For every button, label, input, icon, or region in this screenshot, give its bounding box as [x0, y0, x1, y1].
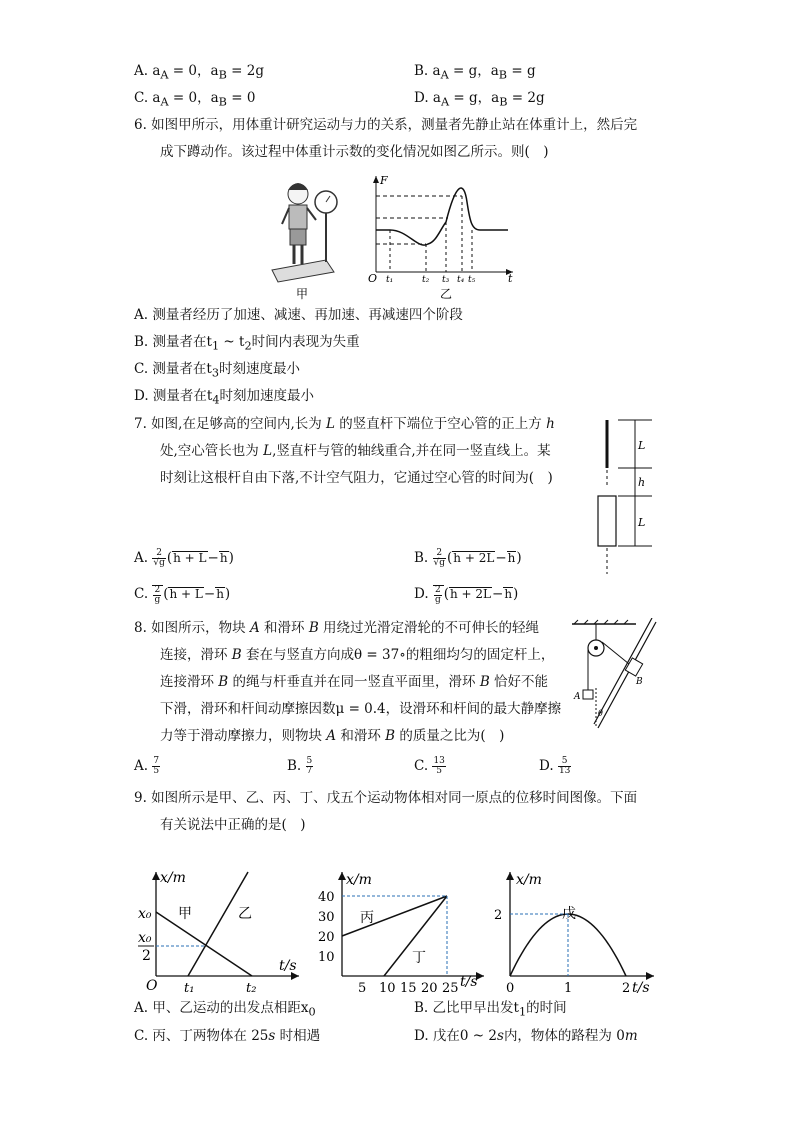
x-tick-15: 15 [400, 981, 417, 996]
q6-option-d[interactable]: D. 测量者在$t_4$时刻加速度最小 [134, 388, 315, 407]
q7-stem-line1: 7. 如图,在足够高的空间内,长为 L 的竖直杆下端位于空心管的正上方 h [134, 416, 555, 432]
q9-option-b[interactable]: B. 乙比甲早出发$t_1$的时间 [414, 1000, 567, 1019]
origin-label: O [368, 272, 378, 285]
tick-t5: t₅ [468, 275, 476, 285]
person-on-scale-illustration [272, 183, 337, 282]
q9-option-d[interactable]: D. 戊在0 ~ 2s内，物体的路程为 0m [414, 1028, 638, 1044]
q8-option-a[interactable]: A. $\frac{7}{5}$ [134, 756, 160, 776]
q9-option-a[interactable]: A. 甲、乙运动的出发点相距$x_0$ [134, 1000, 316, 1019]
tick-t3: t₃ [442, 275, 450, 285]
y-tick-40: 40 [318, 890, 335, 905]
series-yi-line [188, 872, 248, 976]
q7-figure [590, 416, 660, 576]
tick-x0-half [138, 930, 154, 964]
q7-option-c[interactable]: C. $\frac{2}{g}$ (h + L−h) [134, 585, 231, 605]
q7-stem-line2: 处,空心管长也为 L,竖直杆与管的轴线重合,并在同一竖直线上。某 [160, 443, 551, 459]
q7-option-a[interactable]: A. $\frac{2}{√g}$ (h + L−h) [134, 548, 234, 568]
q5-option-c[interactable]: C. $a_A = 0$，$a_B = 0$ [134, 90, 256, 109]
svg-text:x₀: x₀ [138, 930, 152, 946]
x-axis-label: t/s [279, 958, 297, 974]
q6-option-c[interactable]: C. 测量者在$t_3$时刻速度最小 [134, 361, 301, 380]
fig-ring-b-label: B [636, 677, 643, 687]
q5-option-b[interactable]: B. $a_A = g$，$a_B = g$ [414, 63, 536, 82]
tick-x0: x₀ [138, 906, 152, 922]
y-axis-label: x/m [160, 870, 186, 886]
t-axis-label: t [508, 272, 513, 285]
tick-t4: t₄ [457, 275, 465, 285]
tick-t2: t₂ [422, 275, 430, 285]
tick-t1: t₁ [386, 275, 394, 285]
chart-wu [490, 866, 660, 998]
x-axis-label: t/s [460, 974, 478, 990]
q9-stem-line2: 有关说法中正确的是( ) [160, 817, 306, 833]
fig-theta-label: θ [598, 709, 603, 718]
series-bing-label: 丙 [360, 910, 374, 926]
y-tick-2: 2 [494, 908, 503, 923]
origin-label: O [146, 978, 158, 994]
q7-option-b[interactable]: B. $\frac{2}{√g}$ (h + 2L−h) [414, 548, 522, 568]
q8-option-d[interactable]: D. $\frac{5}{13}$ [539, 756, 571, 776]
f-t-graph [368, 174, 513, 285]
y-axis-label: x/m [516, 872, 542, 888]
q9-option-c[interactable]: C. 丙、丁两物体在 25s 时相遇 [134, 1028, 321, 1044]
q7-stem-line3: 时刻让这根杆自由下落,不计空气阻力，它通过空心管的时间为( ) [160, 470, 553, 486]
q9-stem-line1: 9. 如图所示是甲、乙、丙、丁、戊五个运动物体相对同一原点的位移时间图像。下面 [134, 790, 638, 806]
q8-stem-line3: 连接滑环 B 的绳与杆垂直并在同一竖直平面里，滑环 B 恰好不能 [160, 674, 549, 690]
q8-option-b[interactable]: B. $\frac{5}{7}$ [287, 756, 313, 776]
q6-stem-line2: 成下蹲动作。该过程中体重计示数的变化情况如图乙所示。则( ) [160, 144, 549, 160]
y-axis-label: x/m [346, 872, 372, 888]
svg-text:2: 2 [142, 948, 151, 964]
q6-stem-line1: 6. 如图甲所示，用体重计研究运动与力的关系，测量者先静止站在体重计上，然后完 [134, 117, 638, 133]
f-axis-label: F [380, 174, 388, 187]
q5-option-a[interactable]: A. $a_A = 0$，$a_B = 2g$ [134, 63, 264, 82]
y-tick-20: 20 [318, 930, 335, 945]
q8-stem-line5: 力等于滑动摩擦力，则物块 A 和滑环 B 的质量之比为( ) [160, 728, 505, 744]
fig-h-label: h [638, 476, 646, 489]
tick-t2: t₂ [246, 981, 257, 996]
x-tick-1: 1 [564, 981, 573, 996]
fig-yi-label: 乙 [440, 287, 453, 301]
series-jia-label: 甲 [178, 906, 192, 922]
q7-option-d[interactable]: D. $\frac{2}{g}$ (h + 2L−h) [414, 585, 519, 605]
q5-option-d[interactable]: D. $a_A = g$，$a_B = 2g$ [414, 90, 545, 109]
y-tick-10: 10 [318, 950, 335, 965]
series-yi-label: 乙 [238, 906, 252, 922]
tick-t1: t₁ [184, 981, 195, 996]
q8-stem-line4: 下滑，滑环和杆间动摩擦因数μ = 0.4，设滑环和杆间的最大静摩擦 [160, 701, 562, 717]
fig-l1-label: L [638, 439, 646, 452]
fig-l2-label: L [638, 516, 646, 529]
fig-jia-label: 甲 [296, 287, 309, 301]
q8-figure [568, 618, 660, 738]
q6-figure [268, 172, 518, 304]
x-tick-2: 2 [622, 981, 631, 996]
x-axis-label: t/s [632, 980, 650, 996]
fig-block-a-label: A [574, 692, 581, 702]
q8-stem-line1: 8. 如图所示，物块 A 和滑环 B 用绕过光滑定滑轮的不可伸长的轻绳 [134, 620, 540, 636]
q8-option-c[interactable]: C. $\frac{13}{5}$ [414, 756, 445, 776]
x-tick-20: 20 [421, 981, 438, 996]
q6-option-a[interactable]: A. 测量者经历了加速、减速、再加速、再减速四个阶段 [134, 307, 463, 323]
q6-option-b[interactable]: B. 测量者在$t_1$ ~ $t_2$时间内表现为失重 [134, 334, 360, 353]
y-tick-30: 30 [318, 910, 335, 925]
x-tick-10: 10 [379, 981, 396, 996]
series-ding-label: 丁 [412, 950, 426, 966]
x-tick-0: 0 [506, 981, 515, 996]
q8-stem-line2: 连接，滑环 B 套在与竖直方向成θ = 37∘的粗细均匀的固定杆上， [160, 647, 555, 663]
series-wu-label: 戊 [562, 906, 576, 922]
x-tick-25: 25 [442, 981, 459, 996]
x-tick-5: 5 [358, 981, 367, 996]
chart-jia-yi [134, 866, 304, 998]
chart-bing-ding [312, 866, 492, 998]
